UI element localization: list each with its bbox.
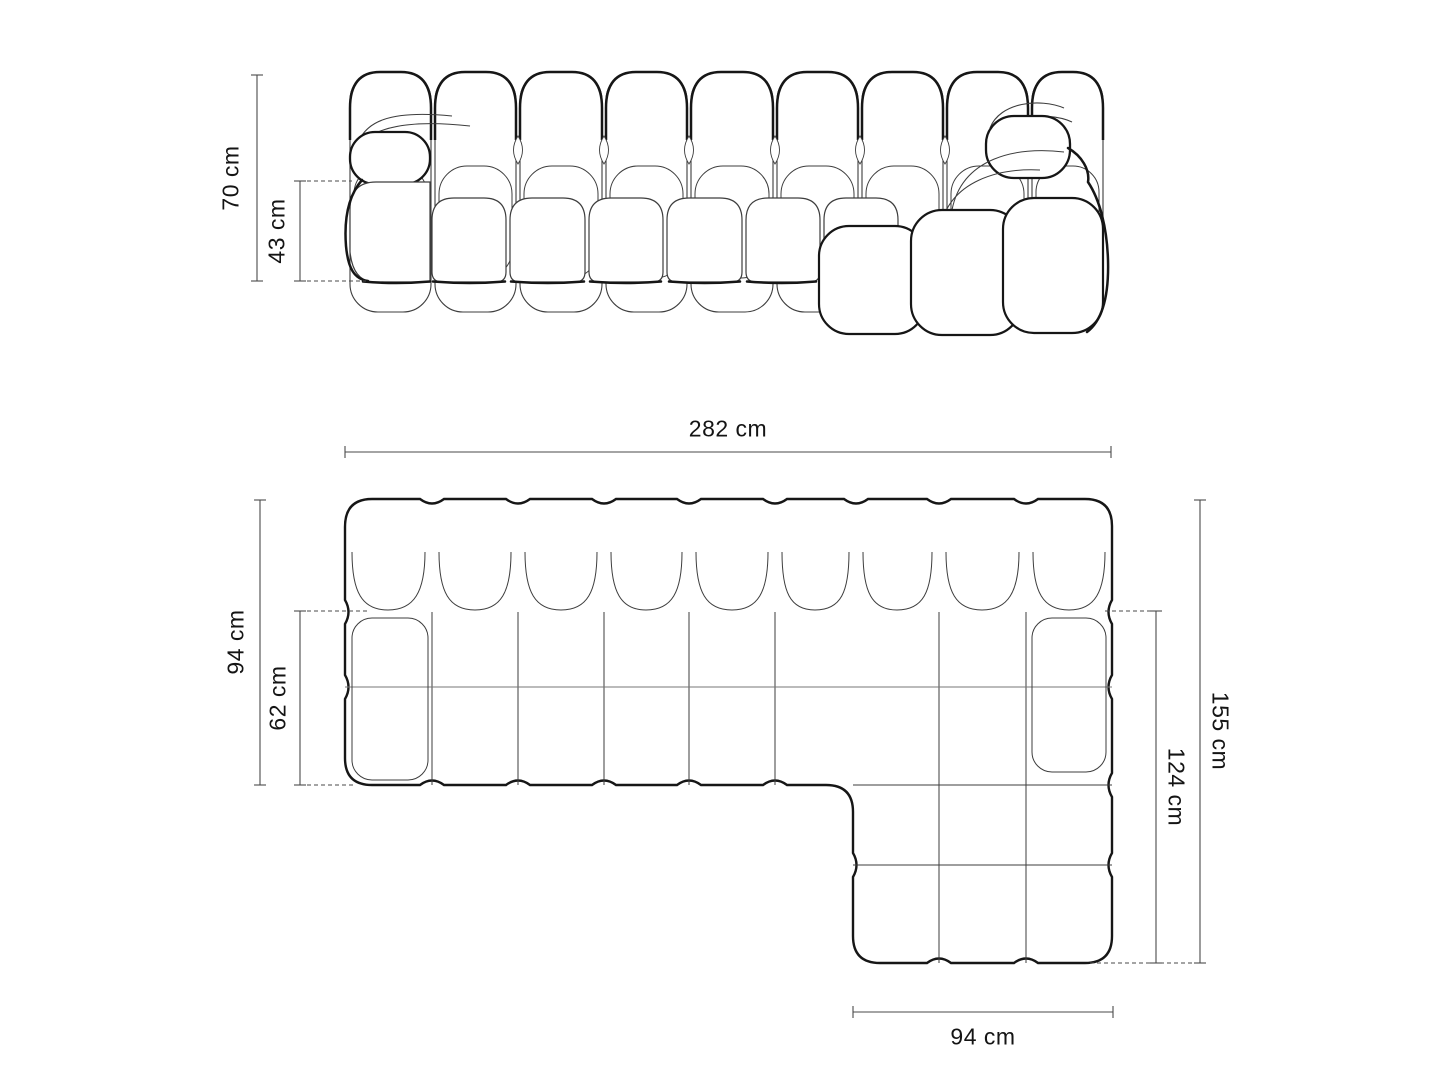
dim-label-chaise-inner-depth: 124 cm bbox=[1163, 747, 1190, 827]
front-elevation-drawing bbox=[251, 72, 1108, 335]
dim-label-seat-depth: 62 cm bbox=[264, 665, 291, 731]
elevation-left-arm-front bbox=[350, 182, 430, 282]
dim-label-overall-depth: 94 cm bbox=[222, 609, 249, 675]
dim-label-overall-width: 282 cm bbox=[688, 415, 768, 442]
plan-outline bbox=[345, 499, 1112, 963]
dim-label-overall-height: 70 cm bbox=[217, 145, 244, 211]
top-plan-drawing bbox=[254, 446, 1206, 1018]
dim-label-chaise-width: 94 cm bbox=[950, 1023, 1016, 1050]
dim-label-total-depth-with-chaise: 155 cm bbox=[1207, 691, 1234, 771]
dim-label-armrest-seat-height: 43 cm bbox=[263, 198, 290, 264]
